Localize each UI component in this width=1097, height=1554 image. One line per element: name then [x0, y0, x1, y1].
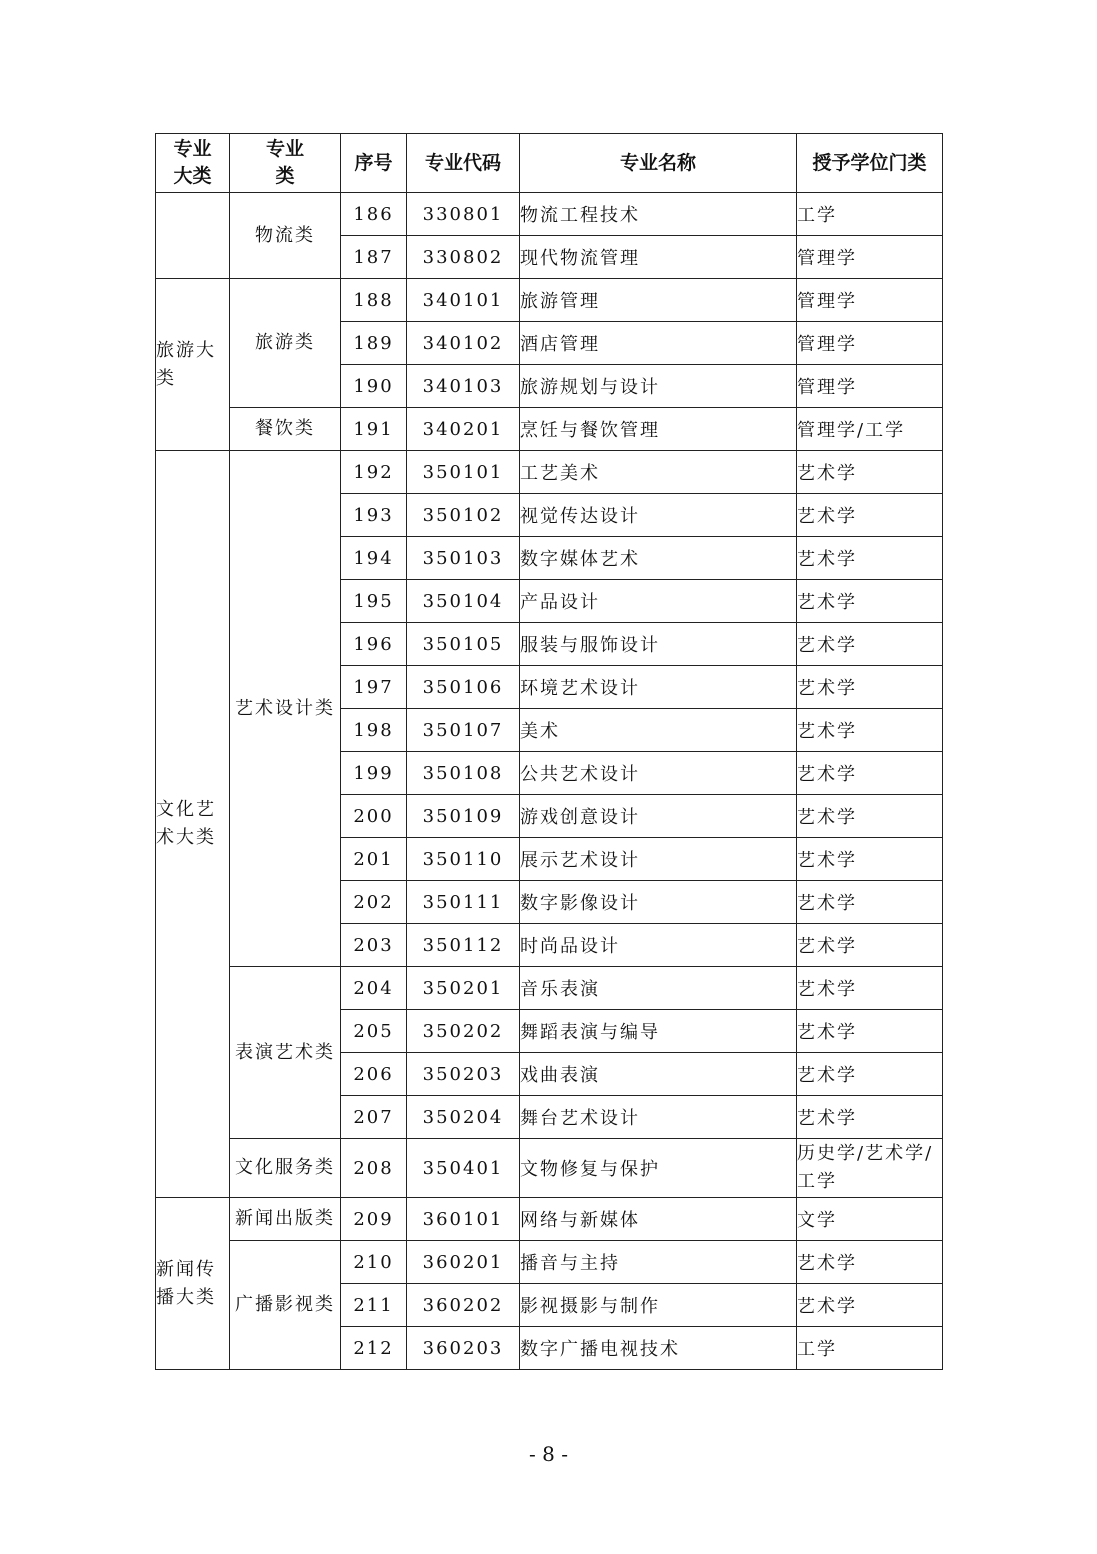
table-header-row — [156, 134, 943, 193]
header-name: 专业名称 — [520, 134, 797, 193]
degree-cell: 历史学/艺术学/ 工学 — [797, 1139, 943, 1198]
degree-cell: 艺术学 — [797, 1053, 943, 1096]
header-code: 专业代码 — [407, 134, 520, 193]
seq-cell: 202 — [341, 881, 407, 924]
degree-cell: 工学 — [797, 193, 943, 236]
header-category: 专业 类 — [230, 134, 341, 193]
code-cell: 350203 — [407, 1053, 520, 1096]
name-cell: 时尚品设计 — [520, 924, 797, 967]
name-cell: 戏曲表演 — [520, 1053, 797, 1096]
major-category-cell: 文化艺 术大类 — [156, 451, 230, 1198]
degree-cell: 艺术学 — [797, 666, 943, 709]
seq-cell: 192 — [341, 451, 407, 494]
seq-cell: 205 — [341, 1010, 407, 1053]
major-catalog-table — [155, 133, 943, 1370]
code-cell: 350110 — [407, 838, 520, 881]
category-cell: 物流类 — [230, 193, 341, 279]
name-cell: 数字影像设计 — [520, 881, 797, 924]
major-category-cell: 旅游大 类 — [156, 279, 230, 451]
header-seq: 序号 — [341, 134, 407, 193]
category-cell: 表演艺术类 — [230, 967, 341, 1139]
seq-cell: 200 — [341, 795, 407, 838]
table-row — [156, 408, 943, 451]
table-row — [156, 1198, 943, 1241]
seq-cell: 194 — [341, 537, 407, 580]
name-cell: 工艺美术 — [520, 451, 797, 494]
degree-cell: 艺术学 — [797, 881, 943, 924]
code-cell: 350106 — [407, 666, 520, 709]
degree-cell: 艺术学 — [797, 1241, 943, 1284]
name-cell: 烹饪与餐饮管理 — [520, 408, 797, 451]
seq-cell: 210 — [341, 1241, 407, 1284]
degree-cell: 管理学 — [797, 322, 943, 365]
name-cell: 现代物流管理 — [520, 236, 797, 279]
code-cell: 360202 — [407, 1284, 520, 1327]
seq-cell: 190 — [341, 365, 407, 408]
seq-cell: 193 — [341, 494, 407, 537]
code-cell: 350104 — [407, 580, 520, 623]
major-category-cell: 新闻传 播大类 — [156, 1198, 230, 1370]
degree-cell: 艺术学 — [797, 1096, 943, 1139]
name-cell: 文物修复与保护 — [520, 1139, 797, 1198]
degree-cell: 艺术学 — [797, 580, 943, 623]
seq-cell: 198 — [341, 709, 407, 752]
code-cell: 350111 — [407, 881, 520, 924]
table-row — [156, 279, 943, 322]
name-cell: 影视摄影与制作 — [520, 1284, 797, 1327]
code-cell: 350109 — [407, 795, 520, 838]
code-cell: 350105 — [407, 623, 520, 666]
degree-cell: 艺术学 — [797, 752, 943, 795]
name-cell: 游戏创意设计 — [520, 795, 797, 838]
name-cell: 美术 — [520, 709, 797, 752]
header-degree: 授予学位门类 — [797, 134, 943, 193]
code-cell: 350103 — [407, 537, 520, 580]
table-row — [156, 1241, 943, 1284]
name-cell: 环境艺术设计 — [520, 666, 797, 709]
code-cell: 360201 — [407, 1241, 520, 1284]
code-cell: 350201 — [407, 967, 520, 1010]
degree-cell: 管理学/工学 — [797, 408, 943, 451]
name-cell: 展示艺术设计 — [520, 838, 797, 881]
code-cell: 360101 — [407, 1198, 520, 1241]
table-row — [156, 193, 943, 236]
degree-cell: 艺术学 — [797, 967, 943, 1010]
degree-cell: 艺术学 — [797, 1284, 943, 1327]
name-cell: 音乐表演 — [520, 967, 797, 1010]
name-cell: 物流工程技术 — [520, 193, 797, 236]
category-cell: 餐饮类 — [230, 408, 341, 451]
category-cell: 文化服务类 — [230, 1139, 341, 1198]
code-cell: 340103 — [407, 365, 520, 408]
degree-cell: 艺术学 — [797, 838, 943, 881]
seq-cell: 208 — [341, 1139, 407, 1198]
category-cell: 新闻出版类 — [230, 1198, 341, 1241]
code-cell: 360203 — [407, 1327, 520, 1370]
degree-cell: 艺术学 — [797, 451, 943, 494]
name-cell: 舞蹈表演与编导 — [520, 1010, 797, 1053]
code-cell: 350102 — [407, 494, 520, 537]
table-row — [156, 967, 943, 1010]
code-cell: 340101 — [407, 279, 520, 322]
seq-cell: 207 — [341, 1096, 407, 1139]
seq-cell: 188 — [341, 279, 407, 322]
code-cell: 340201 — [407, 408, 520, 451]
code-cell: 330802 — [407, 236, 520, 279]
seq-cell: 209 — [341, 1198, 407, 1241]
table-row — [156, 451, 943, 494]
code-cell: 350107 — [407, 709, 520, 752]
table-row — [156, 1139, 943, 1198]
seq-cell: 195 — [341, 580, 407, 623]
code-cell: 350204 — [407, 1096, 520, 1139]
category-cell: 广播影视类 — [230, 1241, 341, 1370]
code-cell: 330801 — [407, 193, 520, 236]
seq-cell: 196 — [341, 623, 407, 666]
seq-cell: 187 — [341, 236, 407, 279]
code-cell: 350112 — [407, 924, 520, 967]
page-number: - 8 - — [529, 1442, 568, 1466]
seq-cell: 212 — [341, 1327, 407, 1370]
degree-cell: 管理学 — [797, 236, 943, 279]
name-cell: 旅游规划与设计 — [520, 365, 797, 408]
header-major-category: 专业 大类 — [156, 134, 230, 193]
name-cell: 公共艺术设计 — [520, 752, 797, 795]
category-cell: 艺术设计类 — [230, 451, 341, 967]
degree-cell: 艺术学 — [797, 1010, 943, 1053]
degree-cell: 管理学 — [797, 365, 943, 408]
seq-cell: 186 — [341, 193, 407, 236]
degree-cell: 艺术学 — [797, 537, 943, 580]
code-cell: 350108 — [407, 752, 520, 795]
seq-cell: 197 — [341, 666, 407, 709]
seq-cell: 203 — [341, 924, 407, 967]
category-cell: 旅游类 — [230, 279, 341, 408]
degree-cell: 艺术学 — [797, 709, 943, 752]
degree-cell: 艺术学 — [797, 623, 943, 666]
degree-cell: 艺术学 — [797, 494, 943, 537]
degree-cell: 管理学 — [797, 279, 943, 322]
seq-cell: 191 — [341, 408, 407, 451]
code-cell: 350202 — [407, 1010, 520, 1053]
name-cell: 数字广播电视技术 — [520, 1327, 797, 1370]
degree-cell: 文学 — [797, 1198, 943, 1241]
seq-cell: 199 — [341, 752, 407, 795]
degree-cell: 艺术学 — [797, 924, 943, 967]
name-cell: 旅游管理 — [520, 279, 797, 322]
code-cell: 350401 — [407, 1139, 520, 1198]
name-cell: 数字媒体艺术 — [520, 537, 797, 580]
seq-cell: 201 — [341, 838, 407, 881]
major-category-cell-empty — [156, 193, 230, 279]
seq-cell: 189 — [341, 322, 407, 365]
name-cell: 网络与新媒体 — [520, 1198, 797, 1241]
name-cell: 服装与服饰设计 — [520, 623, 797, 666]
seq-cell: 206 — [341, 1053, 407, 1096]
name-cell: 舞台艺术设计 — [520, 1096, 797, 1139]
code-cell: 350101 — [407, 451, 520, 494]
name-cell: 视觉传达设计 — [520, 494, 797, 537]
seq-cell: 204 — [341, 967, 407, 1010]
degree-cell: 工学 — [797, 1327, 943, 1370]
name-cell: 酒店管理 — [520, 322, 797, 365]
seq-cell: 211 — [341, 1284, 407, 1327]
name-cell: 播音与主持 — [520, 1241, 797, 1284]
degree-cell: 艺术学 — [797, 795, 943, 838]
code-cell: 340102 — [407, 322, 520, 365]
name-cell: 产品设计 — [520, 580, 797, 623]
